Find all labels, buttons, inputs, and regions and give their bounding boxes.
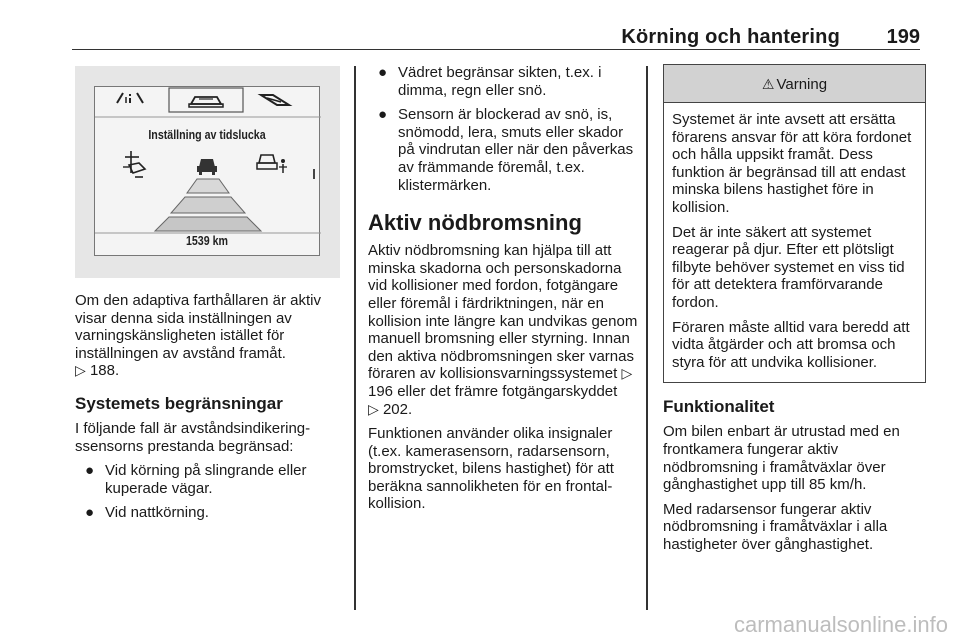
bullet-icon: ●: [378, 106, 388, 124]
chapter-title: Körning och hantering: [621, 26, 840, 48]
page-reference: 188.: [89, 362, 120, 380]
column-3: [663, 64, 926, 560]
page-number: 199: [886, 26, 920, 48]
pedestrian-car-icon: [257, 155, 287, 173]
list-item: [75, 462, 347, 497]
warning-triangle-icon: ⚠: [761, 76, 775, 92]
adaptive-cruise-icon: [123, 151, 145, 177]
paragraph: Funktionen använder olika insignaler (t.ex. kamerasensorn, radarsensorn, bromstrycket, bilens hastighet) för att beräkna sannolikheten för en frontalkollision.: [368, 425, 614, 513]
list-item-text: Vid nattkörning.: [105, 504, 209, 522]
column-divider: [646, 66, 648, 610]
bullet-icon: ●: [378, 64, 388, 81]
list-item-text: Sensorn är blockerad av snö, is, snömodd, lera, smuts eller skador på vindrutan eller när den påverkas av främmande föremål, t.ex. klistermärken.: [398, 106, 634, 194]
paragraph: [75, 292, 347, 380]
column-1: [75, 292, 347, 529]
paragraph: [368, 242, 640, 418]
paragraph: I följande fall är avståndsindikeringssensorns prestanda begränsad:: [75, 419, 311, 455]
reference-arrow-icon: ▷: [621, 365, 633, 382]
display-screen: [94, 86, 320, 256]
bullet-icon: ●: [85, 462, 95, 480]
section-heading: Funktionalitet: [663, 397, 775, 417]
scroll-indicator: [313, 169, 315, 179]
page-header: [72, 0, 920, 50]
lane-assist-icon: [117, 93, 143, 103]
reference-arrow-icon: ▷: [368, 400, 379, 417]
bullet-list: [368, 64, 640, 194]
list-item-text: Vädret begränsar sikten, t.ex. i dimma, regn eller snö.: [398, 64, 602, 99]
paragraph-text: Aktiv nödbromsning kan hjälpa till att minska skadorna och personskadorna vid kollisioner med fordon, fotgängare eller föremål i färdriktningen, när en kollision inte längre kan undvikas genom manuell bromsning eller styrning. Innan den aktiva nödbromsningen sker varnas föraren av kollisionsvarningssystemet: [368, 242, 638, 383]
bullet-icon: ●: [85, 504, 95, 522]
reference-arrow-icon: ▷: [75, 362, 86, 379]
watermark: carmanualsonline.info: [733, 612, 948, 637]
section-heading: Systemets begränsningar: [75, 393, 283, 413]
paragraph: Med radarsensor fungerar aktiv nödbromsning i framåtväxlar i alla hastigheter över gånghastighet.: [663, 500, 888, 553]
warning-title: Varning: [776, 76, 828, 93]
paragraph: Om bilen enbart är utrustad med en frontkamera fungerar aktiv nödbromsning i framåtväxlar över gånghastighet upp till 85 km/h.: [663, 423, 900, 494]
warning-paragraph: Systemet är inte avsett att ersätta förarens ansvar för att köra fordonet och hålla uppsikt framåt. Dess funktion är begränsad till att endast minska bilens hastighet före in kollision.: [672, 111, 912, 216]
distance-bars-icon: [155, 179, 261, 231]
display-title: Inställning av tidslucka: [148, 127, 266, 142]
warning-paragraph: Föraren måste alltid vara beredd att vidta åtgärder och att bromsa och styra för att undvika kollisioner.: [672, 318, 910, 371]
page-reference: 202.: [382, 400, 413, 418]
column-divider: [354, 66, 356, 610]
traffic-sign-icon: [261, 95, 289, 105]
dashboard-display-figure: [75, 66, 340, 278]
list-item: [368, 106, 640, 194]
warning-header: [664, 65, 925, 103]
paragraph-text: Om den adaptiva farthållaren är aktiv visar denna sida inställningen av varningskänsligheten istället för inställningen av avstånd framåt.: [75, 292, 321, 362]
warning-paragraph: Det är inte säkert att systemet reagerar på djur. Efter ett plötsligt filbyte behöver systemet en viss tid för att detektera framförvarande fordon.: [672, 223, 905, 311]
bullet-list: [75, 462, 347, 522]
list-item-text: Vid körning på slingrande eller kuperade vägar.: [105, 462, 307, 497]
warning-body: [664, 103, 925, 382]
car-icon: [197, 159, 217, 175]
warning-box: [663, 64, 926, 383]
odometer-readout: 1539 km: [185, 233, 229, 248]
list-item: [368, 64, 640, 99]
section-heading: Aktiv nödbromsning: [368, 210, 582, 236]
display-graphics: [95, 87, 321, 257]
paragraph-text: eller det främre fotgängarskyddet: [397, 382, 618, 400]
page-reference: 196: [368, 382, 394, 400]
column-2: [368, 64, 640, 520]
list-item: [75, 504, 347, 522]
